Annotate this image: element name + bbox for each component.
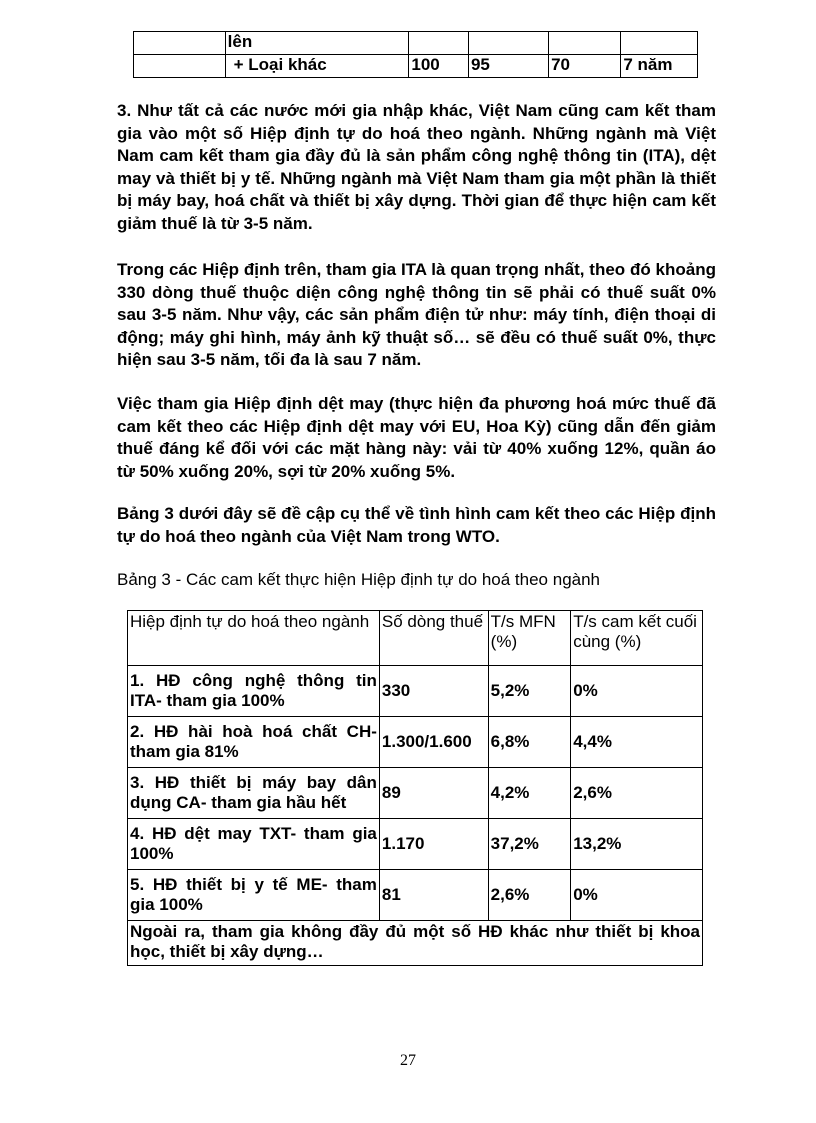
table-cell: 7 năm: [621, 55, 698, 78]
table-cell: [549, 32, 621, 55]
table-cell: 4. HĐ dệt may TXT- tham gia 100%: [128, 819, 380, 870]
table-row: [134, 55, 698, 78]
table-cell: 13,2%: [571, 819, 703, 870]
commitments-table: [127, 610, 703, 966]
table-cell: 37,2%: [488, 819, 571, 870]
table-cell: 5,2%: [488, 666, 571, 717]
table-row: [128, 717, 703, 768]
table-cell: 2,6%: [571, 768, 703, 819]
table-cell: 89: [379, 768, 488, 819]
table-cell: [468, 32, 548, 55]
table-cell: 4,4%: [571, 717, 703, 768]
column-header: T/s MFN (%): [488, 611, 571, 666]
table-cell: 1.300/1.600: [379, 717, 488, 768]
table-cell: 6,8%: [488, 717, 571, 768]
table-row: [128, 870, 703, 921]
table-cell: [134, 55, 226, 78]
table-cell: 0%: [571, 870, 703, 921]
table-row: [134, 32, 698, 55]
table-cell: 330: [379, 666, 488, 717]
table-row: [128, 768, 703, 819]
table-row: [128, 666, 703, 717]
table-cell: [409, 32, 469, 55]
table-cell: + Loại khác: [225, 55, 409, 78]
column-header: Số dòng thuế: [379, 611, 488, 666]
table-cell: [621, 32, 698, 55]
table-caption: Bảng 3 - Các cam kết thực hiện Hiệp định tự do hoá theo ngành: [117, 570, 601, 589]
column-header: T/s cam kết cuối cùng (%): [571, 611, 703, 666]
table-cell: 70: [549, 55, 621, 78]
table-footnote-row: [128, 921, 703, 966]
paragraph: 3. Như tất cả các nước mới gia nhập khác, Việt Nam cũng cam kết tham gia vào một số Hiệp định tự do hoá theo ngành. Những ngành mà Việt Nam cam kết tham gia đầy đủ là sản phẩm công nghệ thông tin (ITA), dệt may và thiết bị y tế. Những ngành mà Việt Nam tham gia một phần là thiết bị máy bay, hoá chất và thiết bị xây dựng. Thời gian để thực hiện cam kết giảm thuế là từ 3-5 năm.: [117, 101, 716, 233]
table-cell: [134, 32, 226, 55]
top-table-fragment: [133, 31, 698, 78]
table-cell: 2,6%: [488, 870, 571, 921]
table-cell: 0%: [571, 666, 703, 717]
table-cell: 81: [379, 870, 488, 921]
page-number: 27: [400, 1052, 416, 1069]
table-cell: 5. HĐ thiết bị y tế ME- tham gia 100%: [128, 870, 380, 921]
table-cell: 1. HĐ công nghệ thông tin ITA- tham gia 100%: [128, 666, 380, 717]
table-cell: 100: [409, 55, 469, 78]
table-cell: lên: [225, 32, 409, 55]
paragraph: Trong các Hiệp định trên, tham gia ITA là quan trọng nhất, theo đó khoảng 330 dòng thuế thuộc diện công nghệ thông tin sẽ phải có thuế suất 0% sau 3-5 năm. Như vậy, các sản phẩm điện tử như: máy tính, điện thoại di động; máy ghi hình, máy ảnh kỹ thuật số… sẽ đều có thuế suất 0%, thực hiện sau 3-5 năm, tối đa là sau 7 năm.: [117, 260, 716, 369]
table-footnote: Ngoài ra, tham gia không đầy đủ một số HĐ khác như thiết bị khoa học, thiết bị xây dựng…: [128, 921, 703, 966]
paragraph: Bảng 3 dưới đây sẽ đề cập cụ thể về tình hình cam kết theo các Hiệp định tự do hoá theo ngành của Việt Nam trong WTO.: [117, 504, 716, 546]
table-header-row: [128, 611, 703, 666]
column-header: Hiệp định tự do hoá theo ngành: [128, 611, 380, 666]
table-cell: 95: [468, 55, 548, 78]
table-cell: 3. HĐ thiết bị máy bay dân dụng CA- tham gia hầu hết: [128, 768, 380, 819]
table-cell: 2. HĐ hài hoà hoá chất CH- tham gia 81%: [128, 717, 380, 768]
paragraph: Việc tham gia Hiệp định dệt may (thực hiện đa phương hoá mức thuế đã cam kết theo các Hiệp định dệt may với EU, Hoa Kỳ) cũng dẫn đến giảm thuế đáng kể đối với các mặt hàng này: vải từ 40% xuống 12%, quần áo từ 50% xuống 20%, sợi từ 20% xuống 5%.: [117, 394, 716, 481]
table-cell: 4,2%: [488, 768, 571, 819]
table-cell: 1.170: [379, 819, 488, 870]
table-row: [128, 819, 703, 870]
